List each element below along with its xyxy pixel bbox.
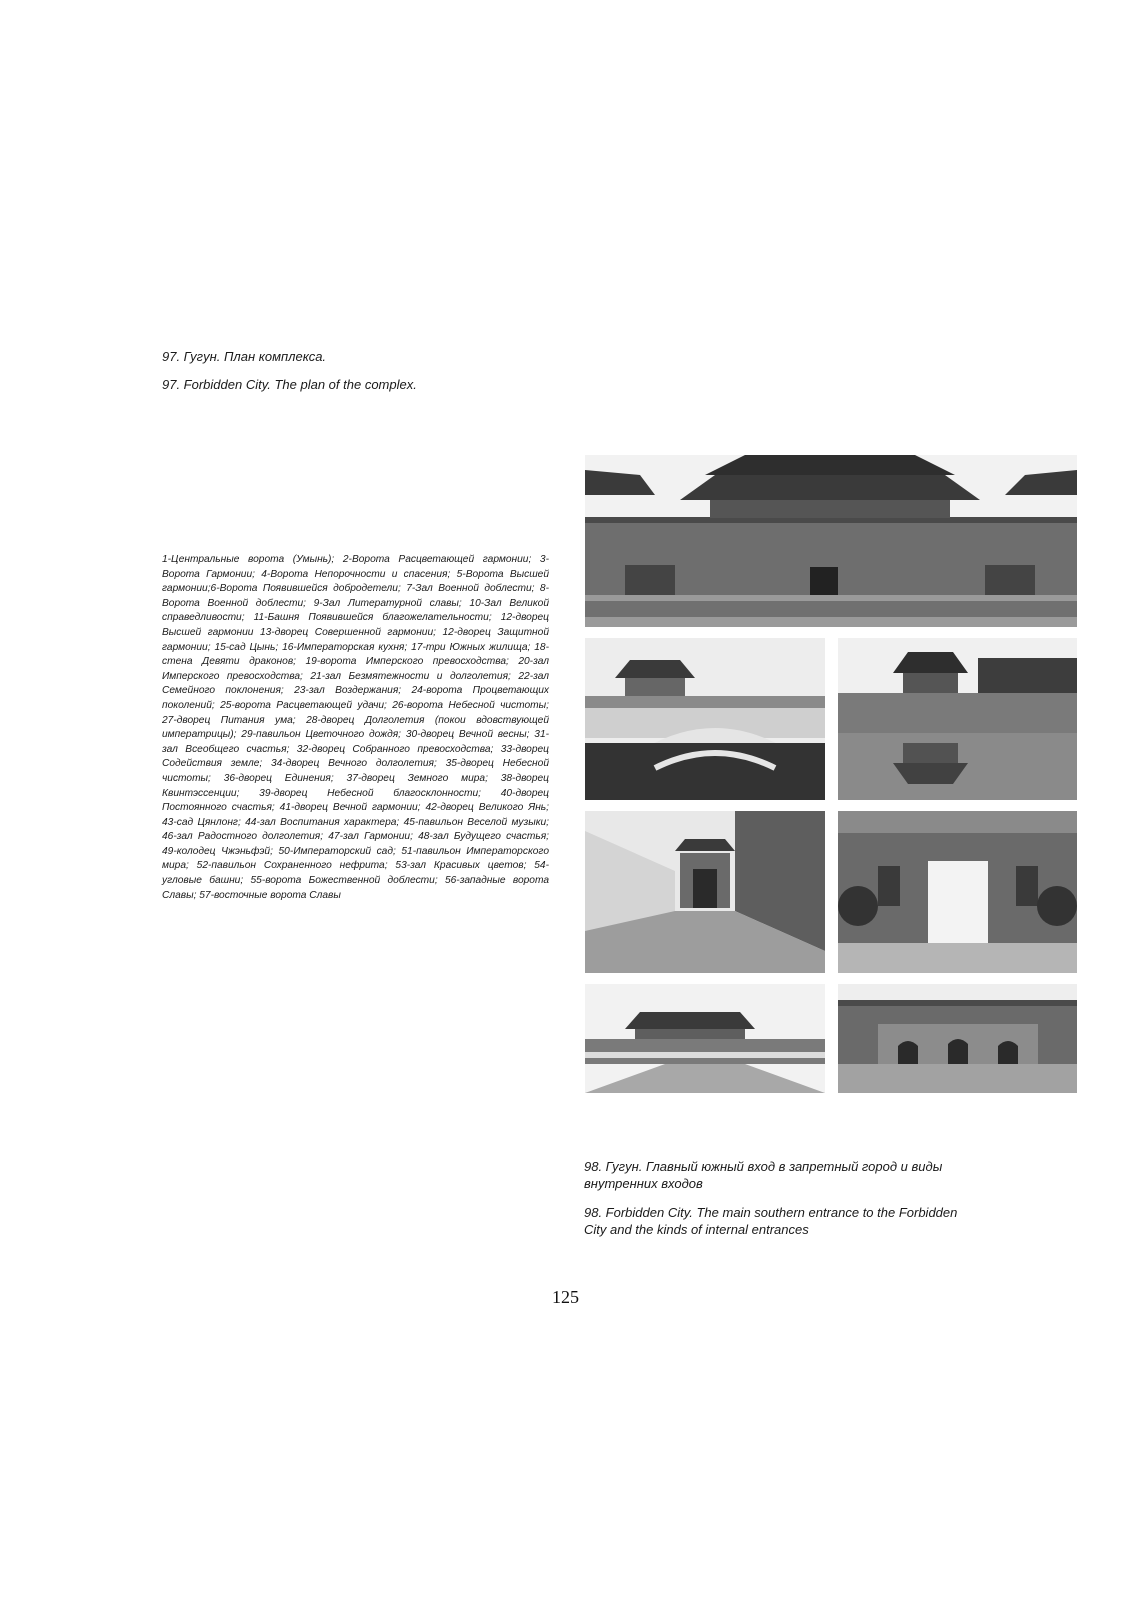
figure-97-legend: 1-Центральные ворота (Умынь); 2-Ворота Расцветающей гармонии; 3-Ворота Гармонии; 4-Ворота Непорочности и спасения; 5-Ворота Высшей гармонии;6-Ворота Появившейся добродетели; 7-Зал Военной доблести; 8-Ворота Военной доблести; 9-Зал Литературной славы; 10-Зал Великой справедливости; 11-Башня Появившейся благожелательности; 12-дворец Высшей гармонии 13-дворец Совершенной гармонии; 12-дворец Защитной гармонии; 15-сад Цынь; 16-Императорская кухня; 17-три Южных жилища; 18-стена Девяти драконов; 19-ворота Имперского превосходства; 20-зал Имперского превосходства; 21-зал Безмятежности и долголетия; 22-зал Семейного поклонения; 23-зал Воздержания; 24-ворота Процветающих поколений; 25-ворота Расцветающей удачи; 26-ворота Небесной чистоты; 27-дворец Питания ума; 28-дворец Долголетия (покои вдовствующей императрицы); 29-павильон Цветочного дождя; 30-дворец Вечной весны; 31-зал Всеобщего счастья; 32-дворец Собранного превосходства; 33-дворец Содействия земле; 34-дворец Вечного долголетия; 35-дворец Небесной чистоты; 36-дворец Единения; 37-дворец Земного мира; 38-дворец Квинтэссенции; 39-дворец Небесной благосклонности; 40-дворец Постоянного счастья; 41-дворец Вечной гармонии; 42-дворец Великого Янь; 43-сад Цянлонг; 44-зал Воспитания характера; 45-павильон Веселой музыки; 46-зал Радостного долголетия; 47-зал Гармонии; 48-зал Будущего счастья; 49-колодец Чжэньфэй; 50-Императорский сад; 51-павильон Императорского мира; 52-павильон Сохраненного нефрита; 53-зал Красивых цветов; 54-угловые башни; 55-ворота Божественной доблести; 56-западные ворота Славы; 57-восточные ворота Славы <box>162 554 549 901</box>
figure-97-caption-ru: 97. Гугун. План комплекса. <box>162 349 327 364</box>
figure-98-caption-ru: 98. Гугун. Главный южный вход в запретный город и виды внутренних входов <box>584 1159 943 1191</box>
page-number: 125 <box>552 1287 579 1307</box>
figure-98-caption-en: 98. Forbidden City. The main southern entrance to the Forbidden City and the kinds of internal entrances <box>584 1205 958 1237</box>
photo-triple-arch-gate <box>838 984 1077 1093</box>
figure-97-caption-en: 97. Forbidden City. The plan of the complex. <box>162 377 417 392</box>
photo-hall-gate-courtyard <box>585 984 825 1093</box>
photo-inner-corridor-gate <box>585 811 825 973</box>
photo-bridge-hall <box>585 638 825 800</box>
photo-main-gate <box>585 455 1077 627</box>
photo-plaque-gate <box>838 811 1077 973</box>
photo-corner-tower-moat <box>838 638 1077 800</box>
